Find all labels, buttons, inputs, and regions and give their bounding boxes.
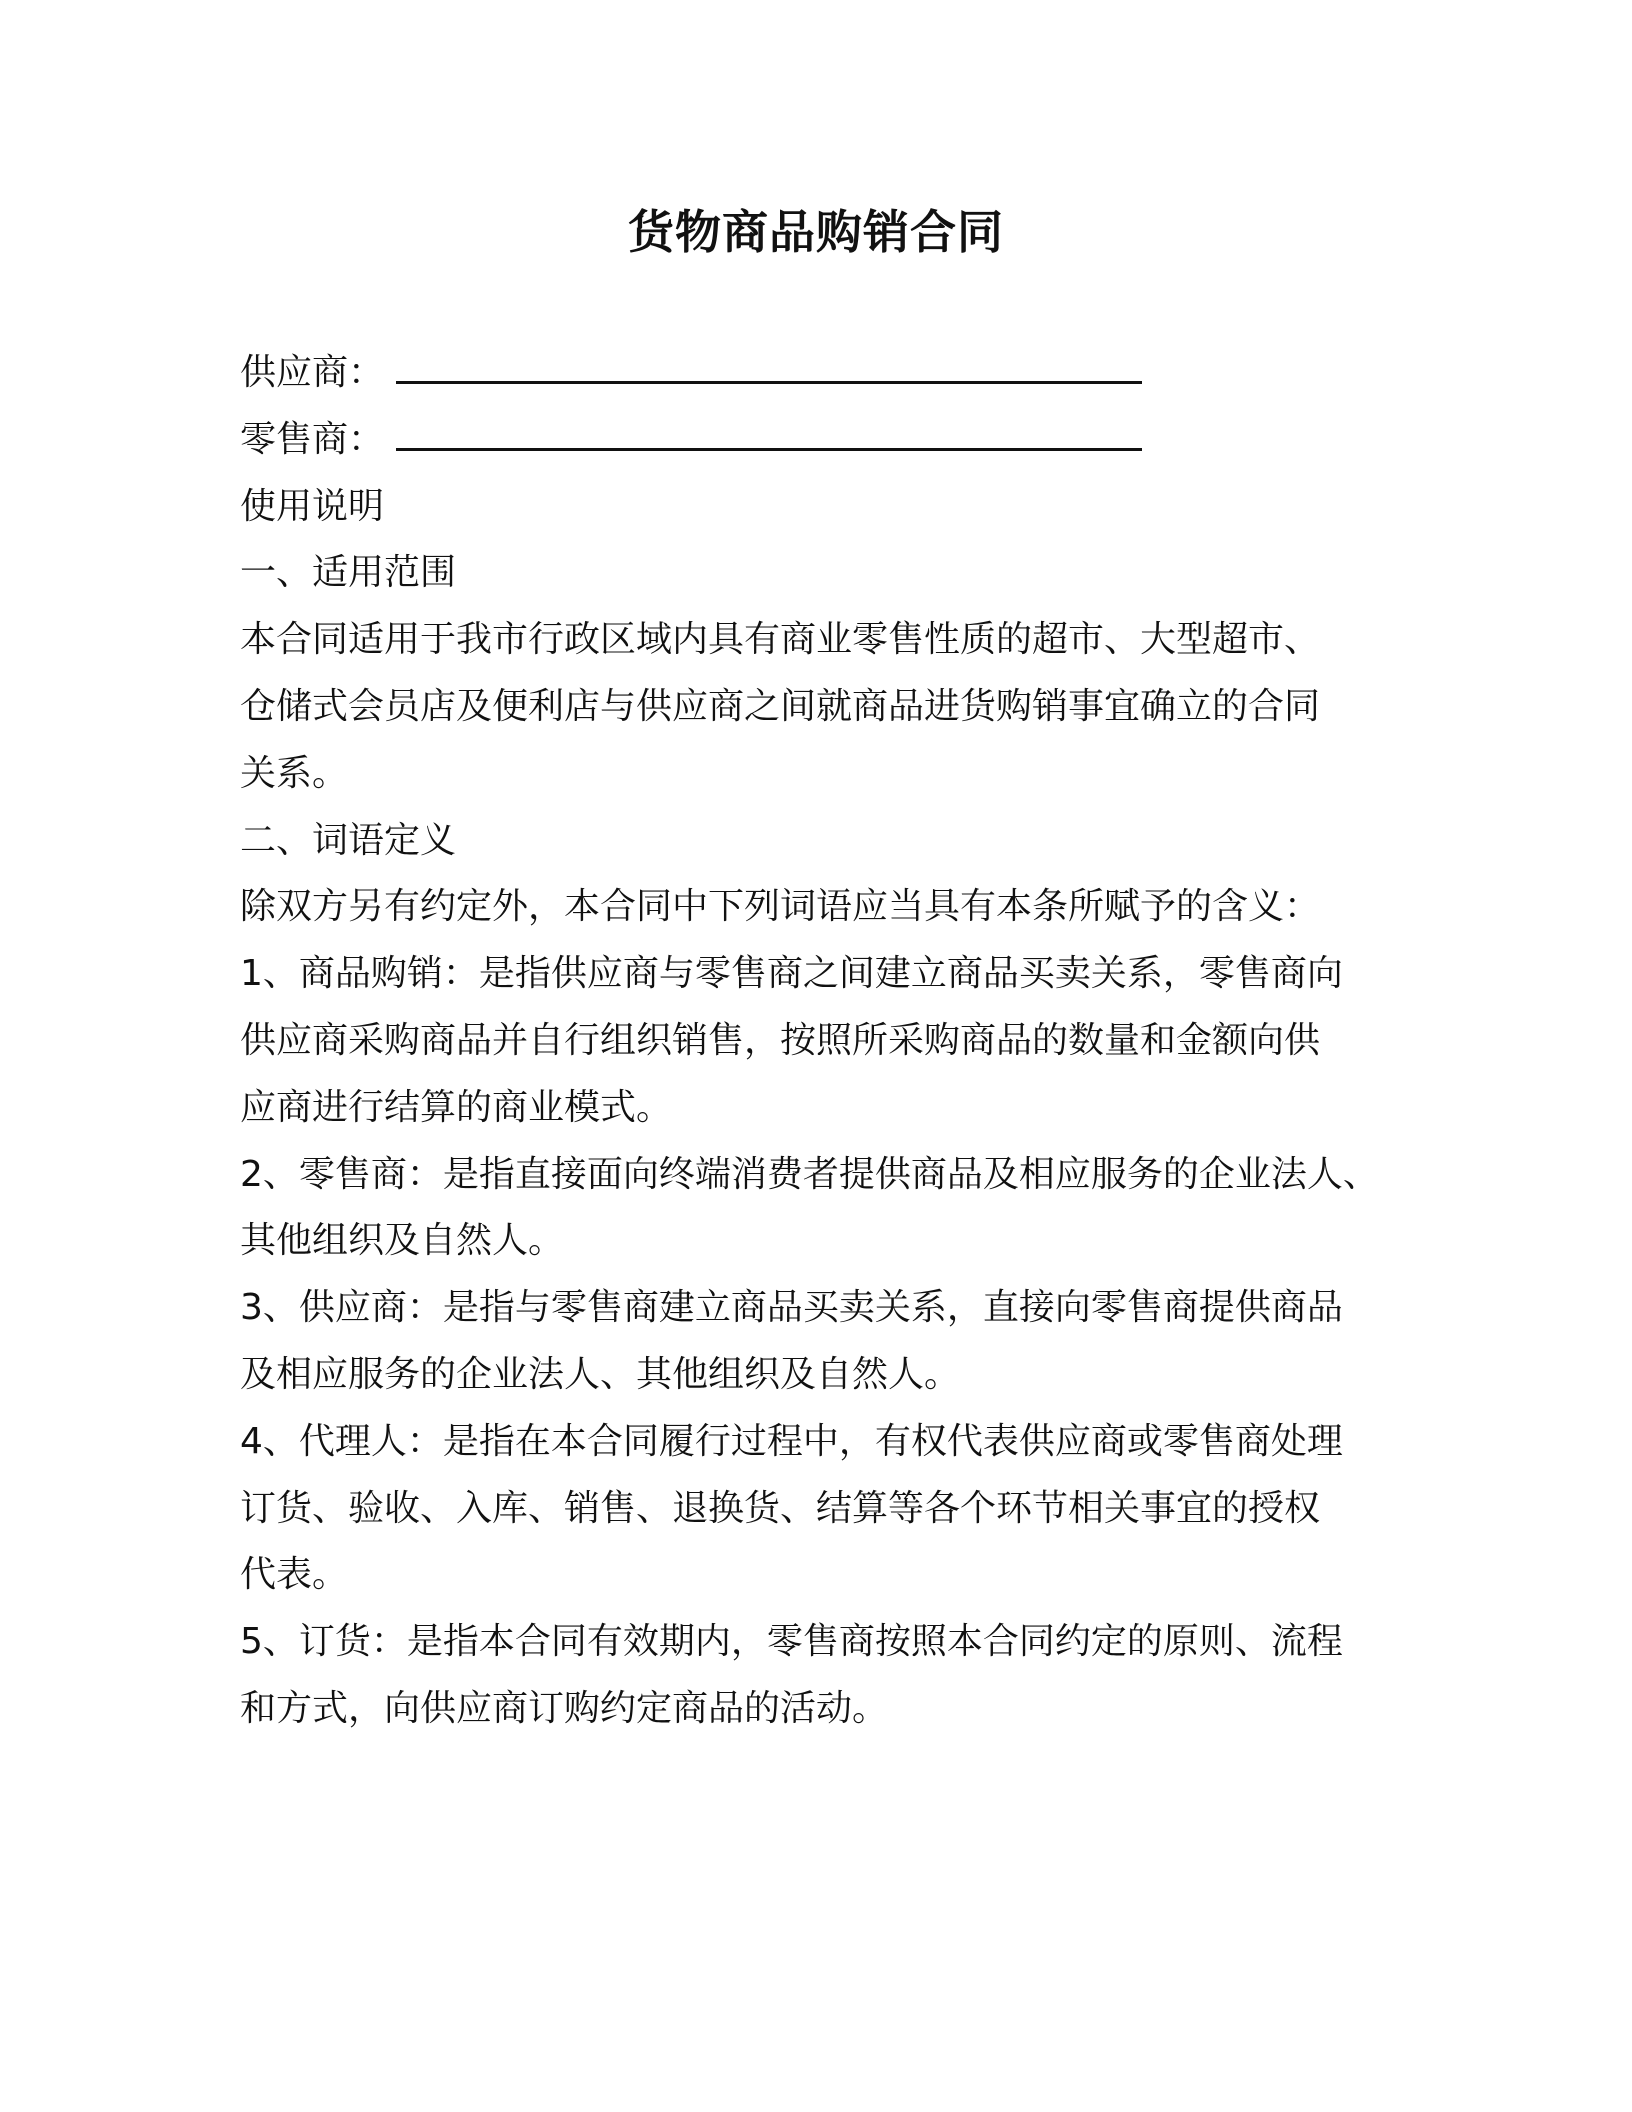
definition-line: 及相应服务的企业法人、其他组织及自然人。 <box>240 1353 961 1395</box>
retailer-field <box>240 407 1420 474</box>
document-title: 货物商品购销合同 <box>628 205 1004 259</box>
supplier-field <box>240 340 1420 407</box>
definition-line: 4、代理人：是指在本合同履行过程中，有权代表供应商或零售商处理 <box>240 1420 1343 1462</box>
section-2-heading: 二、词语定义 <box>240 819 457 861</box>
section-1-heading: 一、适用范围 <box>240 552 457 594</box>
definition-line: 代表。 <box>240 1554 349 1596</box>
document-body <box>240 340 1420 1743</box>
section-usage-heading: 使用说明 <box>240 485 385 527</box>
definition-line: 5、订货：是指本合同有效期内，零售商按照本合同约定的原则、流程 <box>240 1621 1343 1663</box>
paragraph-line: 除双方另有约定外，本合同中下列词语应当具有本条所赋予的含义： <box>240 886 1321 928</box>
supplier-label: 供应商： <box>240 352 385 393</box>
definition-line: 其他组织及自然人。 <box>240 1220 565 1262</box>
definition-line: 订货、验收、入库、销售、退换货、结算等各个环节相关事宜的授权 <box>240 1487 1321 1529</box>
paragraph-line: 仓储式会员店及便利店与供应商之间就商品进货购销事宜确立的合同 <box>240 685 1321 727</box>
definition-line: 应商进行结算的商业模式。 <box>240 1086 673 1128</box>
definition-line: 和方式，向供应商订购约定商品的活动。 <box>240 1687 889 1729</box>
definition-line: 2、零售商：是指直接面向终端消费者提供商品及相应服务的企业法人、 <box>240 1153 1379 1195</box>
paragraph-line: 关系。 <box>240 752 349 794</box>
definition-line: 3、供应商：是指与零售商建立商品买卖关系，直接向零售商提供商品 <box>240 1287 1343 1329</box>
retailer-blank[interactable] <box>396 408 1142 451</box>
supplier-blank[interactable] <box>396 341 1142 384</box>
definition-line: 供应商采购商品并自行组织销售，按照所采购商品的数量和金额向供 <box>240 1019 1321 1061</box>
retailer-label: 零售商： <box>240 418 385 460</box>
paragraph-line: 本合同适用于我市行政区域内具有商业零售性质的超市、大型超市、 <box>240 619 1321 661</box>
definition-line: 1、商品购销：是指供应商与零售商之间建立商品买卖关系，零售商向 <box>240 953 1343 995</box>
